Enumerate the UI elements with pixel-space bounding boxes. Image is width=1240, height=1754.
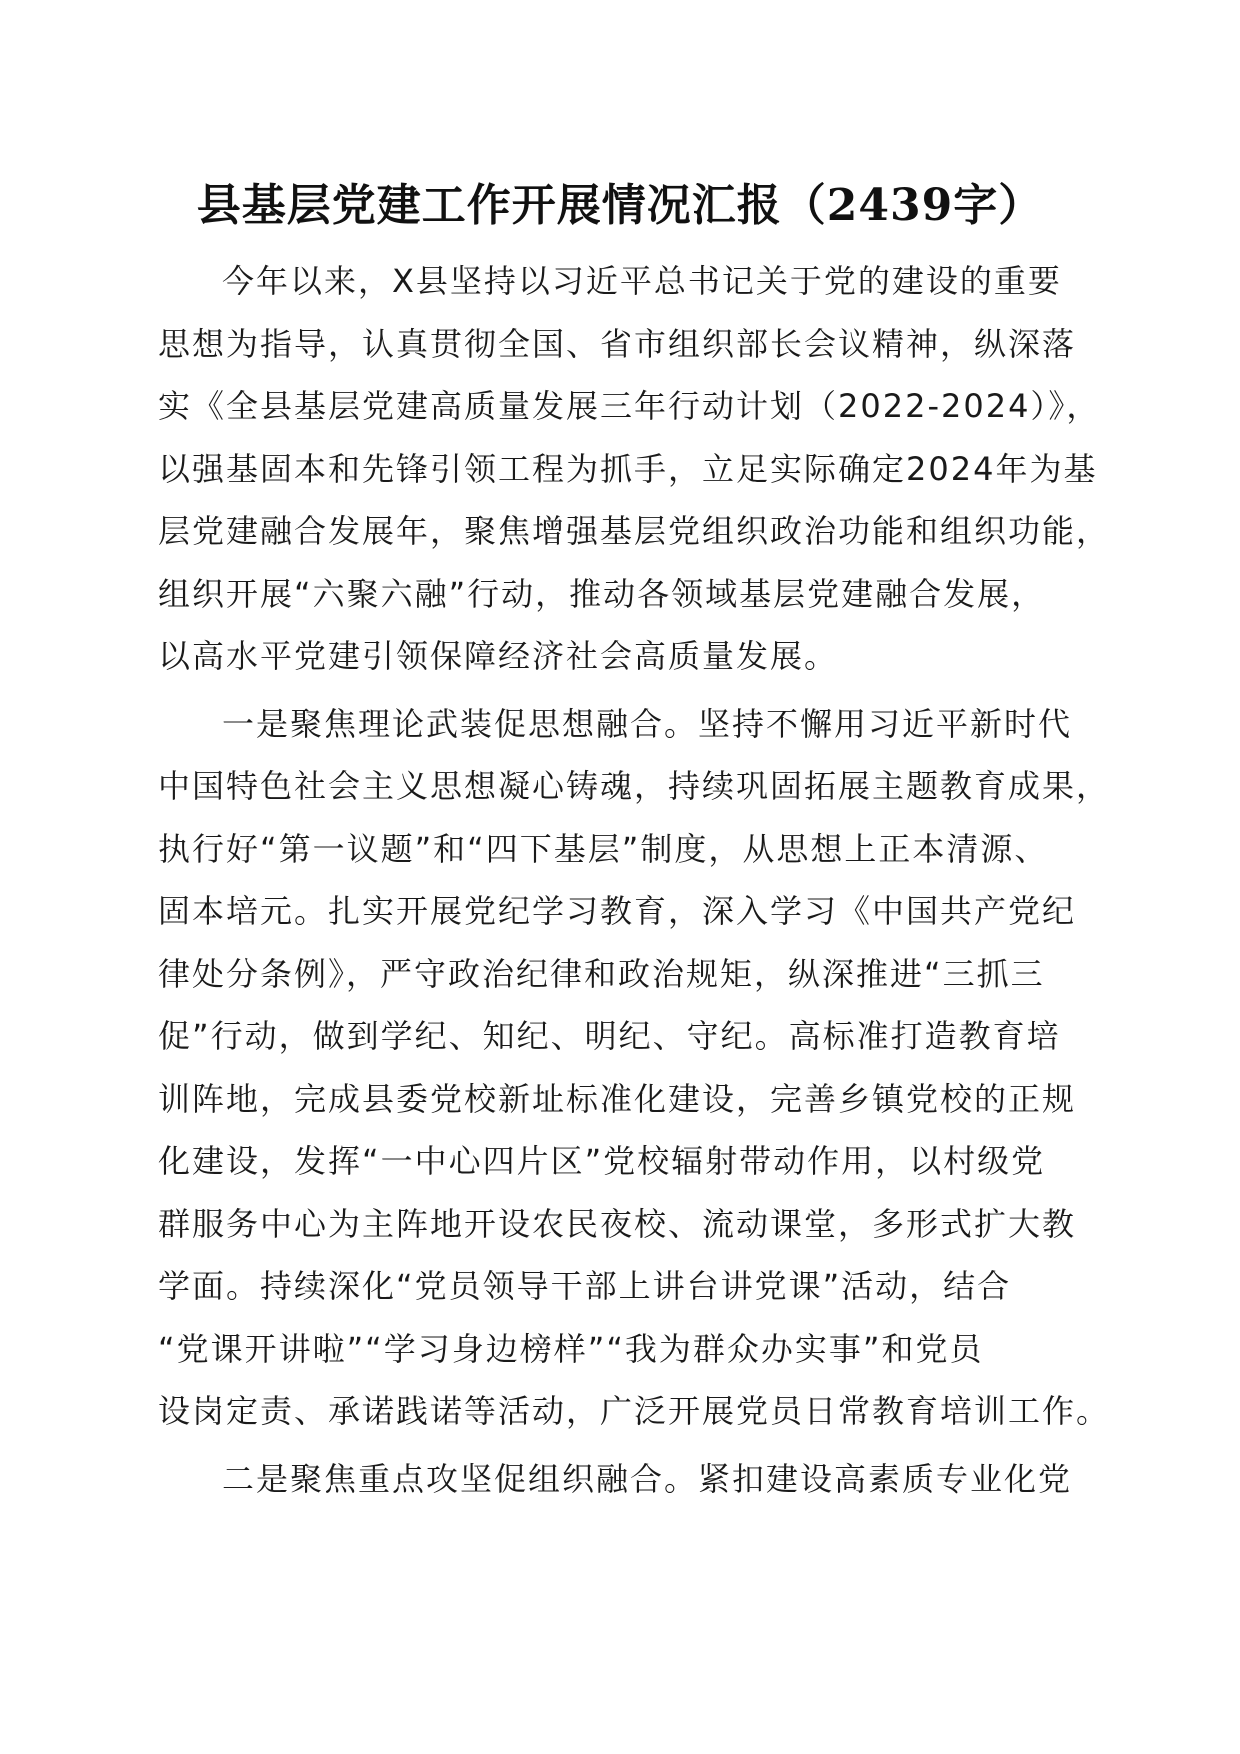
paragraph-line: 化建设，发挥“一中心四片区”党校辐射带动作用，以村级党 [158, 1142, 1046, 1180]
paragraph-line: 二是聚焦重点攻坚促组织融合。紧扣建设高素质专业化党 [222, 1459, 1073, 1498]
paragraph-line: 学面。持续深化“党员领导干部上讲台讲党课”活动，结合 [158, 1267, 1012, 1305]
paragraph-line: 固本培元。扎实开展党纪学习教育，深入学习《中国共产党纪 [158, 892, 1077, 930]
paragraph-line: 设岗定责、承诺践诺等活动，广泛开展党员日常教育培训工作。 [158, 1392, 1111, 1430]
paragraph-line: 组织开展“六聚六融”行动，推动各领域基层党建融合发展， [158, 574, 1046, 613]
paragraph-line: 中国特色社会主义思想凝心铸魂，持续巩固拓展主题教育成果， [158, 767, 1111, 805]
paragraph-line: 执行好“第一议题”和“四下基层”制度，从思想上正本清源、 [158, 829, 1049, 868]
paragraph-line: 律处分条例》，严守政治纪律和政治规矩，纵深推进“三抓三 [158, 954, 1045, 993]
paragraph-line: 层党建融合发展年，聚焦增强基层党组织政治功能和组织功能， [158, 512, 1111, 550]
document-title: 县基层党建工作开展情况汇报（2439字） [196, 180, 1044, 231]
paragraph-line: 群服务中心为主阵地开设农民夜校、流动课堂，多形式扩大教 [158, 1204, 1077, 1243]
document-body [158, 250, 1111, 1510]
paragraph-line: 以高水平党建引领保障经济社会高质量发展。 [158, 637, 839, 675]
paragraph-line: 以强基固本和先锋引领工程为抓手，立足实际确定2024年为基 [158, 449, 1098, 488]
paragraph-line: 思想为指导，认真贯彻全国、省市组织部长会议精神，纵深落 [158, 324, 1077, 363]
paragraph-line: 一是聚焦理论武装促思想融合。坚持不懈用习近平新时代 [222, 704, 1073, 743]
paragraph-line: 今年以来，X县坚持以习近平总书记关于党的建设的重要 [222, 262, 1062, 300]
paragraph-line: 实《全县基层党建高质量发展三年行动计划（2022-2024）》， [158, 387, 1101, 425]
paragraph-line: 训阵地，完成县委党校新址标准化建设，完善乡镇党校的正规 [158, 1079, 1077, 1118]
paragraph-line: “党课开讲啦”“学习身边榜样”“我为群众办实事”和党员 [158, 1329, 984, 1368]
paragraph-line: 促”行动，做到学纪、知纪、明纪、守纪。高标准打造教育培 [158, 1017, 1061, 1055]
